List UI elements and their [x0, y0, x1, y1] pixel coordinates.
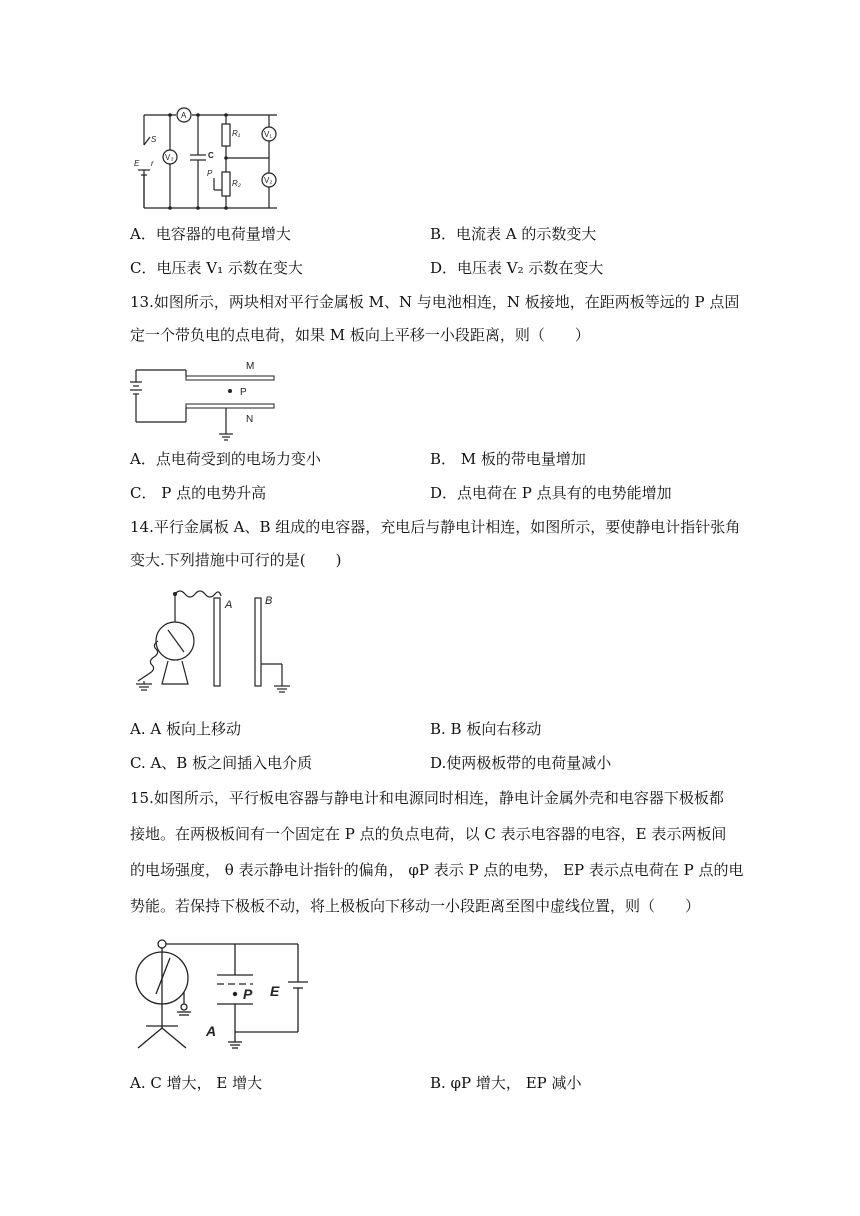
q13-option-a: A．点电荷受到的电场力变小 — [130, 450, 321, 468]
v3-label: V₃ — [165, 153, 174, 162]
r1-label: R₁ — [232, 129, 241, 138]
q14-option-d: D.使两极板带的电荷量减小 — [430, 754, 612, 772]
r2-label: R₂ — [232, 179, 241, 188]
q14-stem-line1: 14.平行金属板 A、B 组成的电容器，充电后与静电计相连，如图所示，要使静电计指针张角 — [130, 518, 741, 536]
q15-circuit-figure — [130, 932, 320, 1054]
q13-capacitor-figure — [126, 352, 286, 444]
q15-option-b: B. φP 增大， EP 减小 — [430, 1074, 582, 1092]
q15-stem-line3: 的电场强度， θ 表示静电计指针的偏角， φP 表示 P 点的电势， EP 表示点电荷在 P 点的电 — [130, 861, 744, 879]
slider-label: P — [207, 169, 213, 178]
q15-stem-line4: 势能。若保持下极板不动，将上极板向下移动一小段距离至图中虚线位置，则（ ） — [130, 897, 701, 915]
capacitor-label: C — [208, 151, 214, 160]
q14-option-a: A. A 板向上移动 — [130, 720, 241, 738]
plate-n-label: N — [246, 414, 254, 425]
q12-option-b: B．电流表 A 的示数变大 — [430, 225, 597, 243]
q12-option-d: D．电压表 V₂ 示数在变大 — [430, 259, 604, 277]
plate-a-label: A — [225, 599, 233, 611]
q13-option-c: C． P 点的电势升高 — [130, 484, 267, 502]
q14-option-b: B. B 板向右移动 — [430, 720, 542, 738]
q13-option-d: D．点电荷在 P 点具有的电势能增加 — [430, 484, 672, 502]
q12-circuit-figure — [134, 100, 284, 212]
q13-stem-line1: 13.如图所示，两块相对平行金属板 M、N 与电池相连，N 板接地，在距两板等远的 P 点固 — [130, 293, 740, 311]
plate-m-label: M — [246, 361, 255, 372]
q14-stem-line2: 变大.下列措施中可行的是( ) — [130, 551, 342, 569]
plate-b-label: B — [265, 595, 273, 607]
plate-a-label: A — [206, 1023, 217, 1039]
q14-option-c: C. A、B 板之间插入电介质 — [130, 754, 313, 772]
q13-stem-line2: 定一个带负电的点电荷，如果 M 板向上平移一小段距离，则（ ） — [130, 326, 590, 344]
emf-label: E — [134, 159, 140, 168]
q12-option-c: C．电压表 V₁ 示数在变大 — [130, 259, 303, 277]
v1-label: V₁ — [264, 130, 273, 139]
internal-r-label: r — [151, 159, 154, 168]
q15-option-a: A. C 增大， E 增大 — [130, 1074, 263, 1092]
battery-e-label: E — [270, 983, 280, 999]
v2-label: V₂ — [264, 176, 273, 185]
q13-option-b: B． M 板的带电量增加 — [430, 450, 586, 468]
q15-stem-line2: 接地。在两极板间有一个固定在 P 点的负点电荷，以 C 表示电容器的电容，E 表示两板间 — [130, 825, 727, 843]
q14-electroscope-figure — [130, 586, 290, 696]
point-p-label: P — [240, 387, 247, 398]
ammeter-label: A — [181, 111, 187, 120]
switch-label: S — [151, 135, 157, 144]
q15-stem-line1: 15.如图所示，平行板电容器与静电计和电源同时相连，静电计金属外壳和电容器下极板都 — [130, 789, 724, 807]
point-p-label: P — [243, 986, 253, 1002]
q12-option-a: A．电容器的电荷量增大 — [130, 225, 291, 243]
